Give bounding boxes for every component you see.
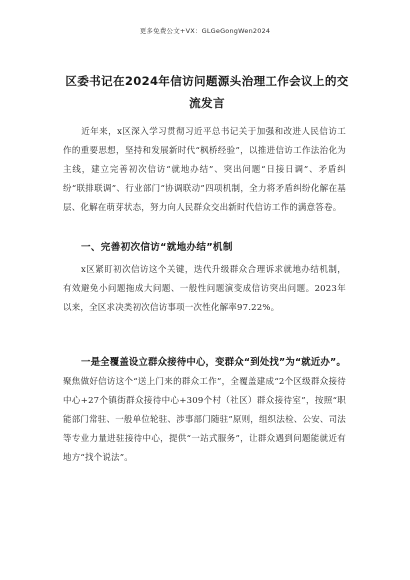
intro-paragraph	[63, 123, 346, 218]
point-1-lead-sentence: 一是全覆盖设立群众接待中心，变群众“到处找”为“就近办”。	[81, 357, 346, 368]
header-promo-note: 更多免费公文+VX：GLGeGongWen2024	[139, 27, 271, 35]
intro-paragraph-text: 近年来，x区深入学习贯彻习近平总书记关于加强和改进人民信访工作的重要思想，坚持和发展新时代“枫桥经验”，以推进信访工作法治化为主线，建立完善初次信访“就地办结”、突出问题“日接日调”、矛盾纠纷“联排联调”、行业部门“协调联动”四项机制，全力将矛盾纠纷化解在基层、化解在萌芽状态，努力向人民群众交出新时代信访工作的满意答卷。	[63, 127, 346, 213]
point-1-body-text: 聚焦做好信访这个“送上门来的群众工作”，全覆盖建成“2个区级群众接待中心+27个镇街群众接待中心+309个村（社区）群众接待室”，按照“职能部门常驻、一般单位轮驻、涉事部门随驻”原则，组织法检、公安、司法等专业力量进驻接待中心，提供“一站式服务”，让群众遇到问题能就近有地方“找个说法”。	[63, 377, 346, 463]
section-1-paragraph-text: x区紧盯初次信访这个关键，迭代升级群众合理诉求就地办结机制，有效避免小问题拖成大问题、一般性问题演变成信访突出问题。2023年以来，全区求决类初次信访事项一次性化解率97.22%。	[63, 265, 346, 313]
section-heading-1: 一、完善初次信访“就地办结”机制	[81, 242, 233, 253]
section-1-point-1	[63, 353, 346, 468]
document-title: 区委书记在2024年信访问题源头治理工作会议上的交流发言	[65, 74, 349, 110]
section-1-paragraph	[63, 261, 346, 318]
